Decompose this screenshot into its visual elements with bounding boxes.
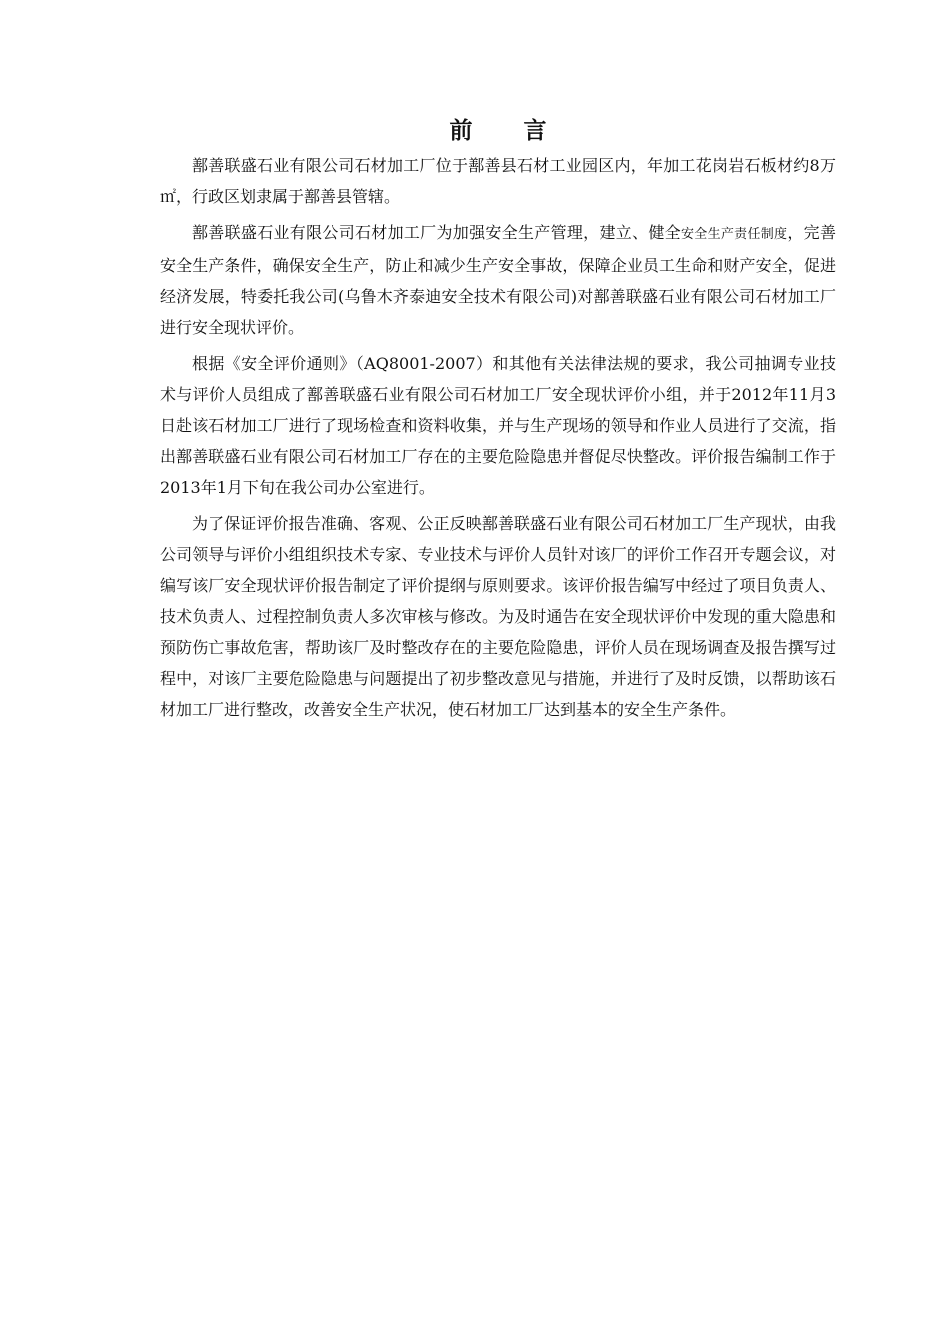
paragraph-commission-small-text: 安全生产责任制度 bbox=[680, 227, 788, 242]
paragraph-location: 鄯善联盛石业有限公司石材加工厂位于鄯善县石材工业园区内，年加工花岗岩石板材约8万㎡，行政区划隶属于鄯善县管辖。 bbox=[160, 156, 836, 206]
paragraph-commission-part3: ，完善安全生产条件，确保安全生产，防止和减少生产安全事故，保障企业员工生命和财产安全，促进经济发展，特委托我公司(乌鲁木齐泰迪安全技术有限公司)对鄯善联盛石业有限公司石材加工厂进行安全现状评价。 bbox=[160, 223, 836, 337]
paragraph-basis: 根据《安全评价通则》（AQ8001-2007）和其他有关法律法规的要求，我公司抽调专业技术与评价人员组成了鄯善联盛石业有限公司石材加工厂安全现状评价小组，并于2012年11月3日赴该石材加工厂进行了现场检查和资料收集，并与生产现场的领导和作业人员进行了交流，指出鄯善联盛石业有限公司石材加工厂存在的主要危险隐患并督促尽快整改。评价报告编制工作于2013年1月下旬在我公司办公室进行。 bbox=[160, 354, 836, 497]
paragraph-quality: 为了保证评价报告准确、客观、公正反映鄯善联盛石业有限公司石材加工厂生产现状，由我公司领导与评价小组组织技术专家、专业技术与评价人员针对该厂的评价工作召开专题会议，对编写该厂安全现状评价报告制定了评价提纲与原则要求。该评价报告编写中经过了项目负责人、技术负责人、过程控制负责人多次审核与修改。为及时通告在安全现状评价中发现的重大隐患和预防伤亡事故危害，帮助该厂及时整改存在的主要危险隐患，评价人员在现场调查及报告撰写过程中，对该厂主要危险隐患与问题提出了初步整改意见与措施，并进行了及时反馈，以帮助该石材加工厂进行整改，改善安全生产状况，使石材加工厂达到基本的安全生产条件。 bbox=[160, 514, 836, 719]
page-title: 前 言 bbox=[449, 117, 561, 144]
document-content bbox=[160, 112, 836, 730]
paragraph-commission-part1: 鄯善联盛石业有限公司石材加工厂为加强安全生产管理，建立、健全 bbox=[192, 223, 681, 242]
paragraph-commission bbox=[160, 217, 836, 343]
